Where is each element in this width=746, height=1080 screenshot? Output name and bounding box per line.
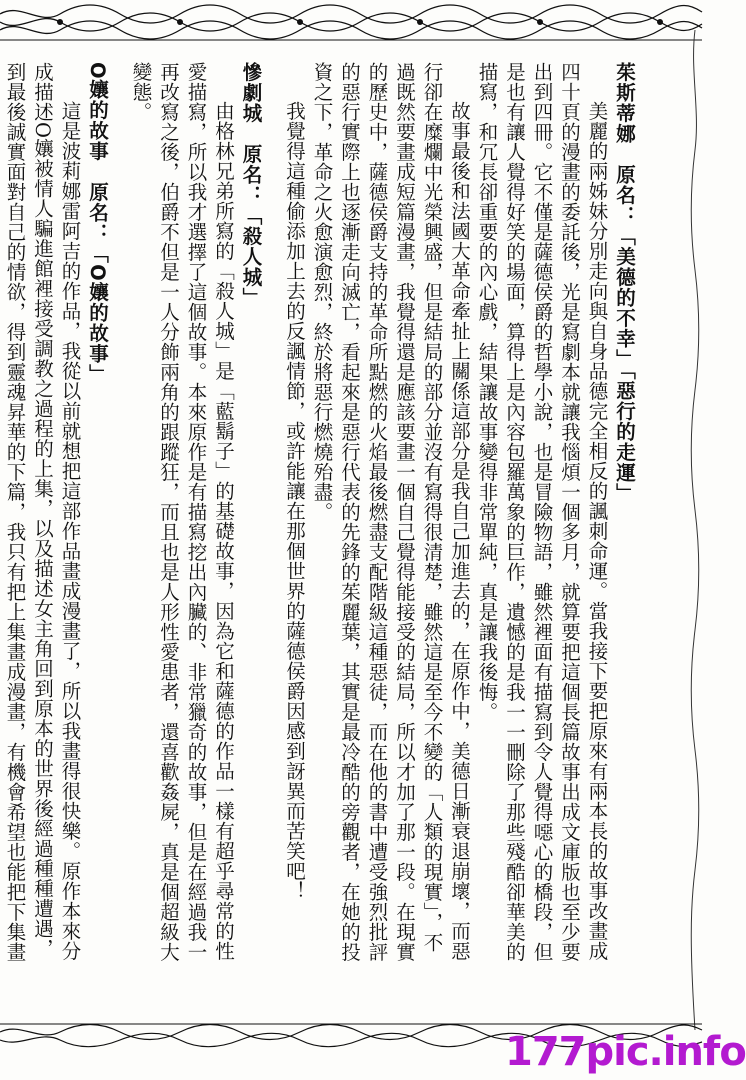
spine-ornament bbox=[690, 30, 700, 1030]
site-watermark: 177pic.info bbox=[505, 1029, 746, 1075]
section-heading-story-of-o: O孃的故事 原名：「O孃的故事」 bbox=[86, 62, 109, 385]
paragraph: 我覺得這種偷添加上去的反諷情節，或許能讓在那個世界的薩德侯爵因感到訝異而苦笑吧！ bbox=[283, 101, 306, 901]
section-heading-murder-castle: 慘劇城 原名：「殺人城」 bbox=[239, 62, 263, 308]
paragraph: 這是波莉娜雷阿吉的作品，我從以前就想把這部作品畫成漫畫了，所以我畫得很快樂。原作本來分成描述O孃被情人騙進館裡接受調教之過程的上集，以及描述女主角回到原本的世界後經過種種遭遇，到最後誠實面對自己的情欲，得到靈魂昇華的下篇，我只有把上集畫成漫畫，有機會希望也能把下集畫 bbox=[3, 62, 82, 962]
paragraph: 美麗的兩姊妹分別走向與自身品德完全相反的諷刺命運。當我接下要把原來有兩本長的故事改畫成四十頁的漫畫的委託後，光是寫劇本就讓我惱煩一個多月，就算要把這個長篇故事出成文庫版也至少要出到四冊。它不僅是薩德侯爵的哲學小說，也是冒險物語，雖然裡面有描寫到令人覺得噁心的橋段，但是也有讓人覺得好笑的場面，算得上是內容包羅萬象的巨作，遺憾的是我一一刪除了那些殘酷卻華美的描寫，和冗長卻重要的內心戲，結果讓故事變得非常單純，真是讓我後悔。 bbox=[475, 62, 609, 962]
paragraph: 故事最後和法國大革命牽扯上關係這部分是我自己加進去的，在原作中，美德日漸衰退崩壞，而惡行卻在糜爛中光榮興盛，但是結局的部分並沒有寫得很清楚，雖然這是至今不變的「人類的現實」，不過既然要畫成短篇漫畫，我覺得還是應該要畫一個自己覺得能接受的結局，所以才加了那一段。在現實的歷史中，薩德侯爵支持的革命所點燃的火焰最後燃盡支配階級這種惡徒，而在他的書中遭受強烈批評的惡行實際上也逐漸走向滅亡，看起來是惡行代表的先鋒的茱麗葉，其實是最冷酷的旁觀者，在她的投資之下，革命之火愈演愈烈，終於將惡行燃燒殆盡。 bbox=[310, 62, 471, 962]
section-heading-justine: 茱斯蒂娜 原名：「美德的不幸」「惡行的走運」 bbox=[613, 62, 636, 504]
ornamental-border-top bbox=[0, 0, 702, 48]
paragraph: 由格林兄弟所寫的「殺人城」是「藍鬍子」的基礎故事，因為它和薩德的作品一樣有超乎尋常的性愛描寫，所以我才選擇了這個故事。本來原作是有描寫挖出內臟的、非常獵奇的故事，但是在經過我一再改寫之後，伯爵不但是一人分飾兩角的跟蹤狂，而且也是人形性愛患者，還喜歡姦屍，真是個超級大變態。 bbox=[129, 62, 235, 962]
afterword-vertical-text bbox=[3, 62, 652, 967]
